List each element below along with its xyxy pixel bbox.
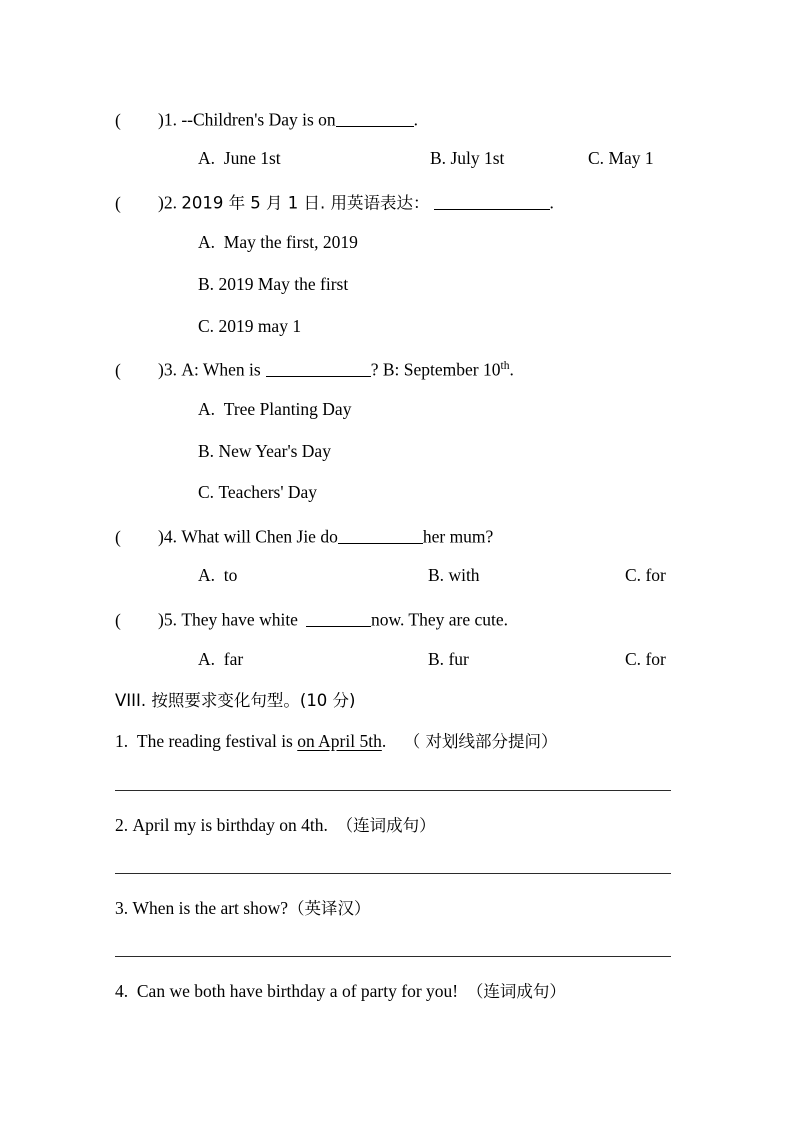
question-number-5: 5. <box>163 609 177 630</box>
option-text: May 1 <box>608 148 654 168</box>
option-letter: B. <box>428 649 445 669</box>
question-stem-tail-3: ? B: September 10 <box>370 359 501 380</box>
option-text: far <box>223 649 244 669</box>
answer-blank-4[interactable] <box>338 526 423 544</box>
answer-bracket-open-1: ( <box>115 109 121 130</box>
question-number-1: 1. <box>163 109 177 130</box>
transform-item-1 <box>115 733 557 751</box>
option-letter: C. <box>198 316 215 336</box>
answer-blank-2[interactable] <box>434 192 550 210</box>
answer-bracket-close-2: ) <box>158 192 164 213</box>
option-letter: A. <box>198 399 216 419</box>
answer-blank-5[interactable] <box>306 609 371 627</box>
option-letter: C. <box>588 148 605 168</box>
option-text: June 1st <box>223 148 281 168</box>
mc-question-4 <box>115 526 493 546</box>
option-2-a[interactable] <box>198 234 358 252</box>
question-stem-tail-2: . <box>549 192 554 213</box>
answer-bracket-open-5: ( <box>115 609 121 630</box>
item-text-3: When is the art show? <box>132 898 289 918</box>
answer-bracket-close-4: ) <box>158 526 164 547</box>
answer-bracket-open-3: ( <box>115 359 121 380</box>
option-3-c[interactable] <box>198 484 317 502</box>
option-1-b[interactable] <box>430 150 504 168</box>
question-stem-5: They have white <box>181 609 298 630</box>
item-instruction-3: （英译汉） <box>288 899 371 918</box>
option-text: 2019 May the first <box>218 274 349 294</box>
item-text-1: The reading festival is <box>136 731 298 751</box>
question-stem-tail-1: . <box>413 109 419 130</box>
answer-blank-3[interactable] <box>266 359 371 377</box>
question-stem-end-3: . <box>509 359 514 380</box>
item-number-3: 3. <box>115 898 129 918</box>
option-letter: C. <box>198 482 215 502</box>
option-text: for <box>645 649 666 669</box>
option-4-c[interactable] <box>625 567 666 585</box>
answer-bracket-close-1: ) <box>158 109 164 130</box>
option-letter: B. <box>428 565 445 585</box>
option-letter: A. <box>198 565 216 585</box>
question-number-4: 4. <box>163 526 177 547</box>
answer-rule-1[interactable] <box>115 790 671 791</box>
answer-bracket-close-3: ) <box>158 359 164 380</box>
option-letter: B. <box>430 148 447 168</box>
option-text: May the first, 2019 <box>223 232 358 252</box>
option-5-a[interactable] <box>198 651 243 669</box>
item-number-4: 4. <box>115 981 129 1001</box>
item-underlined-1: on April 5th <box>297 731 382 751</box>
option-letter: A. <box>198 148 216 168</box>
answer-rule-2[interactable] <box>115 873 671 874</box>
question-stem-tail-4: her mum? <box>422 526 494 547</box>
ordinal-suffix-3: th <box>500 359 510 372</box>
option-text: for <box>645 565 666 585</box>
option-3-b[interactable] <box>198 443 331 461</box>
option-text: New Year's Day <box>218 441 331 461</box>
transform-item-2 <box>115 817 436 835</box>
answer-rule-3[interactable] <box>115 956 671 957</box>
option-letter: B. <box>198 441 215 461</box>
option-2-c[interactable] <box>198 318 301 336</box>
option-text: 2019 may 1 <box>218 316 302 336</box>
mc-question-5 <box>115 609 508 629</box>
answer-blank-1[interactable] <box>336 109 414 127</box>
option-text: fur <box>448 649 469 669</box>
transform-item-4 <box>115 983 566 1001</box>
mc-question-2 <box>115 192 554 212</box>
option-letter: C. <box>625 649 642 669</box>
option-2-b[interactable] <box>198 276 348 294</box>
option-1-c[interactable] <box>588 150 654 168</box>
option-text: July 1st <box>450 148 505 168</box>
question-stem-3: A: When is <box>181 359 261 380</box>
option-text: with <box>448 565 480 585</box>
item-text-4: Can we both have birthday a of party for you! <box>136 981 459 1001</box>
option-letter: A. <box>198 232 216 252</box>
option-5-b[interactable] <box>428 651 469 669</box>
option-letter: B. <box>198 274 215 294</box>
question-number-3: 3. <box>163 359 177 380</box>
option-4-a[interactable] <box>198 567 237 585</box>
mc-question-3 <box>115 359 514 379</box>
answer-bracket-close-5: ) <box>158 609 164 630</box>
option-text: Tree Planting Day <box>223 399 352 419</box>
option-5-c[interactable] <box>625 651 666 669</box>
item-text-2: April my is birthday on 4th. <box>132 815 328 835</box>
question-stem-tail-5: now. They are cute. <box>370 609 508 630</box>
section-viii-heading-text: VIII. 按照要求变化句型。(10 分) <box>115 691 356 710</box>
item-number-1: 1. <box>115 731 129 751</box>
question-stem-4: What will Chen Jie do <box>181 526 338 547</box>
item-text-end-1: . <box>381 731 387 751</box>
option-letter: A. <box>198 649 216 669</box>
question-stem-1: --Children's Day is on <box>181 109 336 130</box>
option-4-b[interactable] <box>428 567 480 585</box>
section-viii-heading <box>115 692 356 710</box>
question-number-2: 2. <box>163 192 177 213</box>
transform-item-3 <box>115 900 371 918</box>
item-instruction-4: （连词成句） <box>466 982 566 1001</box>
option-3-a[interactable] <box>198 401 351 419</box>
item-number-2: 2. <box>115 815 129 835</box>
answer-bracket-open-4: ( <box>115 526 121 547</box>
option-letter: C. <box>625 565 642 585</box>
option-1-a[interactable] <box>198 150 281 168</box>
item-instruction-1: （ 对划线部分提问） <box>403 732 558 751</box>
answer-bracket-open-2: ( <box>115 192 121 213</box>
option-text: Teachers' Day <box>218 482 318 502</box>
item-instruction-2: （连词成句） <box>336 816 436 835</box>
mc-question-1 <box>115 109 418 129</box>
question-stem-2: 2019 年 5 月 1 日. 用英语表达： <box>181 193 430 213</box>
option-text: to <box>223 565 238 585</box>
